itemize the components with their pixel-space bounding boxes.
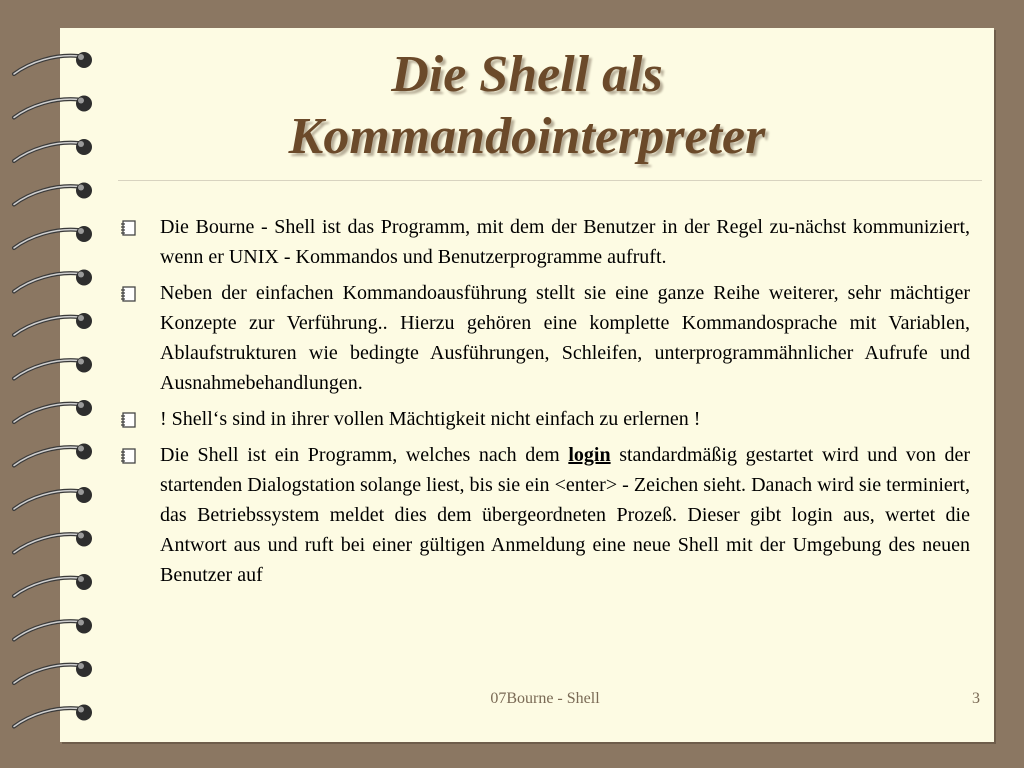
notebook-bullet-icon — [118, 404, 160, 434]
spiral-ring — [14, 444, 92, 466]
spiral-ring — [14, 574, 92, 596]
bullet-text-1: Die Bourne - Shell ist das Programm, mit dem der Benutzer in der Regel zu-nächst kommuniziert, wenn er UNIX - Kommandos und Benutzerprogramme aufruft. — [160, 216, 970, 268]
bullet-text-4-before: Die Shell ist ein Programm, welches nach dem — [160, 444, 569, 466]
page-title — [60, 44, 994, 168]
bullet-list — [118, 212, 970, 596]
spiral-ring — [14, 313, 92, 335]
page-number: 3 — [972, 690, 980, 707]
notebook-bullet-icon — [118, 440, 160, 470]
spiral-ring — [14, 357, 92, 379]
bullet-item-1 — [118, 212, 970, 272]
notebook-bullet-icon — [118, 212, 160, 242]
bullet-text-4 — [160, 440, 970, 590]
footer-label: 07Bourne - Shell — [490, 690, 600, 707]
bullet-item-4 — [118, 440, 970, 590]
title-line-2: Kommandointerpreter — [288, 108, 766, 165]
spiral-ring — [14, 661, 92, 683]
bullet-text-4-after: standardmäßig gestartet wird und von der startenden Dialogstation solange liest, bis sie ein <enter> - Zeichen sieht. Danach wird sie terminiert, das Betriebssystem meldet dies dem übergeordneten Prozeß. Dieser gibt login aus, wertet die Antwort aus und ruft bei einer gültigen Anmeldung eine neue Shell mit der Umgebung des neuen Benutzer auf — [160, 444, 971, 586]
spiral-ring — [14, 705, 92, 727]
spiral-ring — [14, 531, 92, 553]
title-divider — [118, 180, 982, 181]
spiral-ring — [14, 487, 92, 509]
spiral-ring — [14, 226, 92, 248]
spiral-ring — [14, 270, 92, 292]
title-line-1: Die Shell als — [391, 46, 663, 103]
bullet-item-2 — [118, 278, 970, 398]
bullet-item-3 — [118, 404, 970, 434]
notebook-bullet-icon — [118, 278, 160, 308]
login-link[interactable]: login — [568, 444, 611, 466]
spiral-ring — [14, 183, 92, 205]
bullet-text-2: Neben der einfachen Kommandoausführung stellt sie eine ganze Reihe weiterer, sehr mächtiger Konzepte zur Verführung.. Hierzu gehören eine komplette Kommandosprache mit Variablen, Ablaufstrukturen wie bedingte Ausführungen, Schleifen, unterprogrammähnlicher Aufrufe und Ausnahmebehandlungen. — [160, 282, 970, 394]
spiral-ring — [14, 618, 92, 640]
spiral-ring — [14, 400, 92, 422]
bullet-text-3: ! Shell‘s sind in ihrer vollen Mächtigkeit nicht einfach zu erlernen ! — [160, 408, 701, 430]
